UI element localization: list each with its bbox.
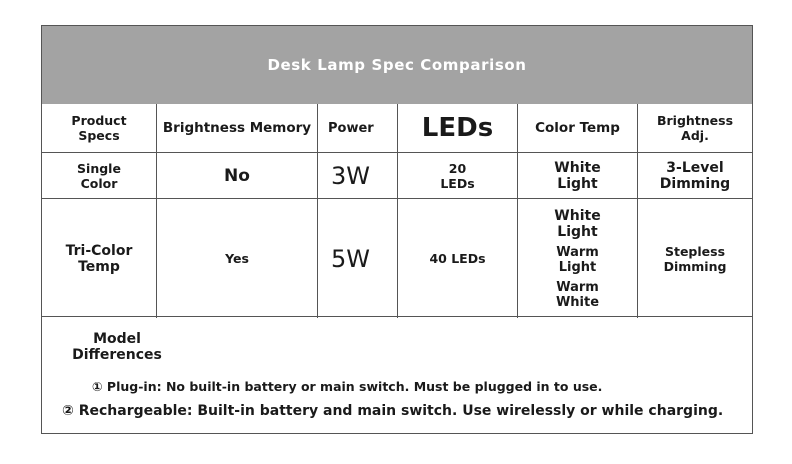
rechargeable-note: ② Rechargeable: Built-in battery and main switch. Use wirelessly or while charging. bbox=[62, 403, 724, 419]
color-temp-value: Warm White bbox=[555, 279, 600, 310]
color-temp-value: White Light bbox=[554, 159, 601, 192]
table-header-row bbox=[42, 104, 752, 152]
model-differences-section bbox=[42, 316, 752, 433]
row-brightness-adj: 3-Level Dimming bbox=[637, 153, 752, 198]
header-leds: LEDs bbox=[397, 104, 517, 152]
header-color-temp: Color Temp bbox=[517, 104, 637, 152]
title-bar bbox=[42, 26, 752, 104]
row-leds: 40 LEDs bbox=[397, 199, 517, 318]
header-product-specs: Product Specs bbox=[71, 113, 127, 143]
row-leds: 20 LEDs bbox=[397, 153, 517, 198]
row-brightness-adj: Stepless Dimming bbox=[637, 199, 752, 318]
table-row bbox=[42, 152, 752, 198]
header-brightness-adj: Brightness Adj. bbox=[637, 104, 752, 152]
color-temp-value: Warm Light bbox=[556, 244, 599, 275]
row-color-temp bbox=[517, 199, 637, 318]
row-model: Single Color bbox=[77, 160, 121, 191]
plug-in-note: ① Plug-in: No built-in battery or main switch. Must be plugged in to use. bbox=[92, 379, 603, 394]
row-model: Tri-Color Temp bbox=[65, 242, 133, 275]
row-power: 3W bbox=[317, 153, 397, 198]
page-title: Desk Lamp Spec Comparison bbox=[267, 56, 527, 74]
table-row bbox=[42, 198, 752, 318]
spec-table bbox=[42, 104, 752, 318]
spec-comparison-card bbox=[41, 25, 753, 434]
row-memory: No bbox=[156, 153, 317, 198]
row-memory: Yes bbox=[156, 199, 317, 318]
header-brightness-memory: Brightness Memory bbox=[156, 104, 317, 152]
header-power: Power bbox=[317, 104, 397, 152]
row-power: 5W bbox=[317, 199, 397, 318]
color-temp-value: White Light bbox=[554, 207, 601, 240]
row-color-temp bbox=[517, 153, 637, 198]
model-differences-label: Model Differences bbox=[72, 331, 162, 363]
